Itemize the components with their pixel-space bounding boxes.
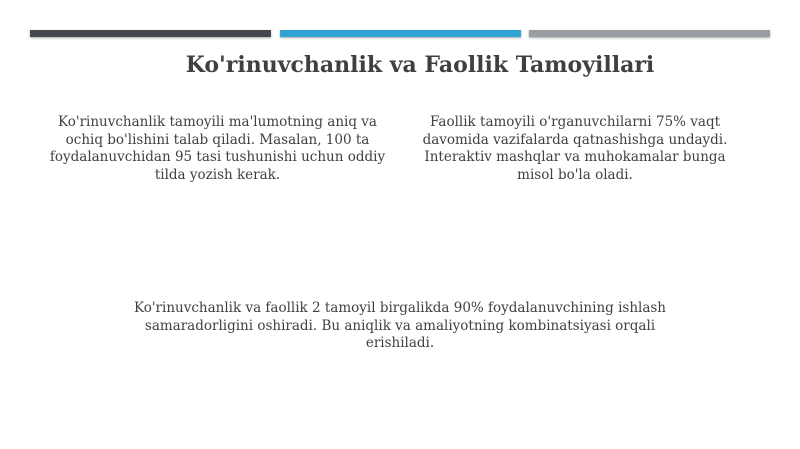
accent-bar-dark [30,30,271,37]
left-paragraph: Ko'rinuvchanlik tamoyili ma'lumotning aniq va ochiq bo'lishini talab qiladi. Masalan, 100 ta foydalanuvchidan 95 tasi tushunishi uchun oddiy tilda yozish kerak. [49,114,386,183]
accent-bar-gray [529,30,770,37]
bottom-paragraph: Ko'rinuvchanlik va faollik 2 tamoyil birgalikda 90% foydalanuvchining ishlash samaradorligini oshiradi. Bu aniqlik va amaliyotning kombinatsiyasi orqali erishiladi. [133,300,667,351]
accent-bar-blue [280,30,521,37]
right-paragraph: Faollik tamoyili o'rganuvchilarni 75% vaqt davomida vazifalarda qatnashishga undaydi. Interaktiv mashqlar va muhokamalar bunga misol bo'la oladi. [422,114,728,183]
slide-title: Ko'rinuvchanlik va Faollik Tamoyillari [185,52,655,78]
